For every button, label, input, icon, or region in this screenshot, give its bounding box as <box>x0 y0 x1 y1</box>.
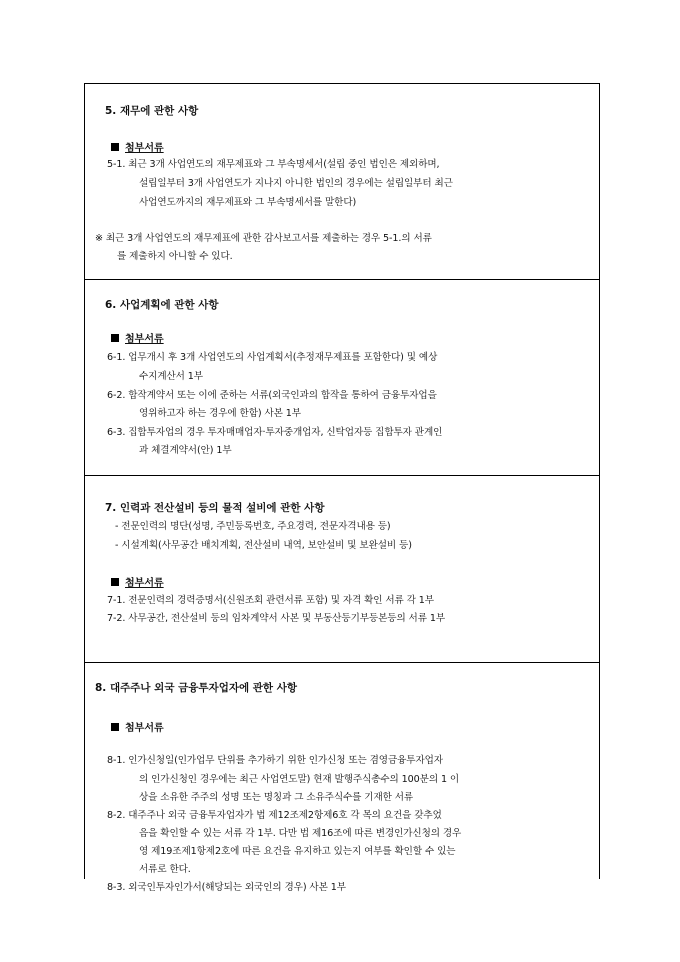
attachments-label: 첨부서류 <box>125 723 164 734</box>
square-bullet-icon <box>111 143 119 151</box>
bullet-item: - 시설계획(사무공간 배치계획, 전산설비 내역, 보안설비 및 보완설비 등) <box>115 540 412 551</box>
list-item: 6-1. 업무개시 후 3개 사업연도의 사업계획서(추정재무제표를 포함한다) 및 예상 <box>107 352 438 363</box>
list-item: 영 제19조제1항제2호에 따른 요건을 유지하고 있는지 여부를 확인할 수 있는 <box>139 846 456 857</box>
attachments-heading <box>111 139 164 154</box>
list-item: 영위하고자 하는 경우에 한함) 사본 1부 <box>139 408 301 419</box>
list-item: 상을 소유한 주주의 성명 또는 명칭과 그 소유주식수를 기재한 서류 <box>139 792 414 803</box>
attachments-heading <box>111 719 164 734</box>
list-item: 8-3. 외국인투자인가서(해당되는 외국인의 경우) 사본 1부 <box>107 882 346 893</box>
section-personnel-facilities <box>85 476 599 663</box>
section-title: 7. 인력과 전산설비 등의 물적 설비에 관한 사항 <box>105 502 325 514</box>
list-item: 과 체결계약서(안) 1부 <box>139 445 232 456</box>
square-bullet-icon <box>111 334 119 342</box>
document-table <box>84 83 600 893</box>
attachments-label: 첨부서류 <box>125 143 164 154</box>
list-item: 8-1. 인가신청일(인가업무 단위를 추가하기 위한 인가신청 또는 겸영금융투자업자 <box>107 755 443 766</box>
section-major-shareholder <box>85 663 599 893</box>
list-item: 음을 확인할 수 있는 서류 각 1부. 다만 법 제16조에 따른 변경인가신청의 경우 <box>139 828 462 839</box>
list-item: 서류로 한다. <box>139 864 191 875</box>
note-line: ※ 최근 3개 사업연도의 재무제표에 관한 감사보고서를 제출하는 경우 5-1.의 서류 <box>95 233 432 244</box>
attachments-heading <box>111 574 164 589</box>
note-line: 를 제출하지 아니할 수 있다. <box>117 251 233 262</box>
list-item: 8-2. 대주주나 외국 금융투자업자가 법 제12조제2항제6호 각 목의 요건을 갖추었 <box>107 810 442 821</box>
attachments-heading <box>111 330 164 345</box>
list-item: 6-2. 합작계약서 또는 이에 준하는 서류(외국인과의 합작을 통하여 금융투자업을 <box>107 390 437 401</box>
square-bullet-icon <box>111 578 119 586</box>
list-item: 의 인가신청인 경우에는 최근 사업연도말) 현재 발행주식총수의 100분의 1 이 <box>139 774 460 785</box>
section-title: 5. 재무에 관한 사항 <box>105 105 199 117</box>
list-item: 6-3. 집합투자업의 경우 투자매매업자·투자중개업자, 신탁업자등 집합투자 관계인 <box>107 427 443 438</box>
attachments-label: 첨부서류 <box>125 334 164 345</box>
attachments-label: 첨부서류 <box>125 578 164 589</box>
square-bullet-icon <box>111 723 119 731</box>
list-item: 수지계산서 1부 <box>139 371 203 382</box>
list-item: 설립일부터 3개 사업연도가 지나지 아니한 법인의 경우에는 설립일부터 최근 <box>139 178 453 189</box>
list-item: 5-1. 최근 3개 사업연도의 재무제표와 그 부속명세서(설립 중인 법인은 제외하며, <box>107 159 440 170</box>
list-item: 사업연도까지의 재무제표와 그 부속명세서를 말한다) <box>139 197 357 208</box>
section-title: 8. 대주주나 외국 금융투자업자에 관한 사항 <box>95 682 298 694</box>
list-item: 7-1. 전문인력의 경력증명서(신원조회 관련서류 포함) 및 자격 확인 서류 각 1부 <box>107 595 434 606</box>
bullet-item: - 전문인력의 명단(성명, 주민등록번호, 주요경력, 전문자격내용 등) <box>115 521 391 532</box>
list-item: 7-2. 사무공간, 전산설비 등의 임차계약서 사본 및 부동산등기부등본등의 서류 1부 <box>107 613 446 624</box>
section-business-plan <box>85 280 599 476</box>
section-finance <box>85 84 599 280</box>
section-title: 6. 사업계획에 관한 사항 <box>105 299 219 311</box>
